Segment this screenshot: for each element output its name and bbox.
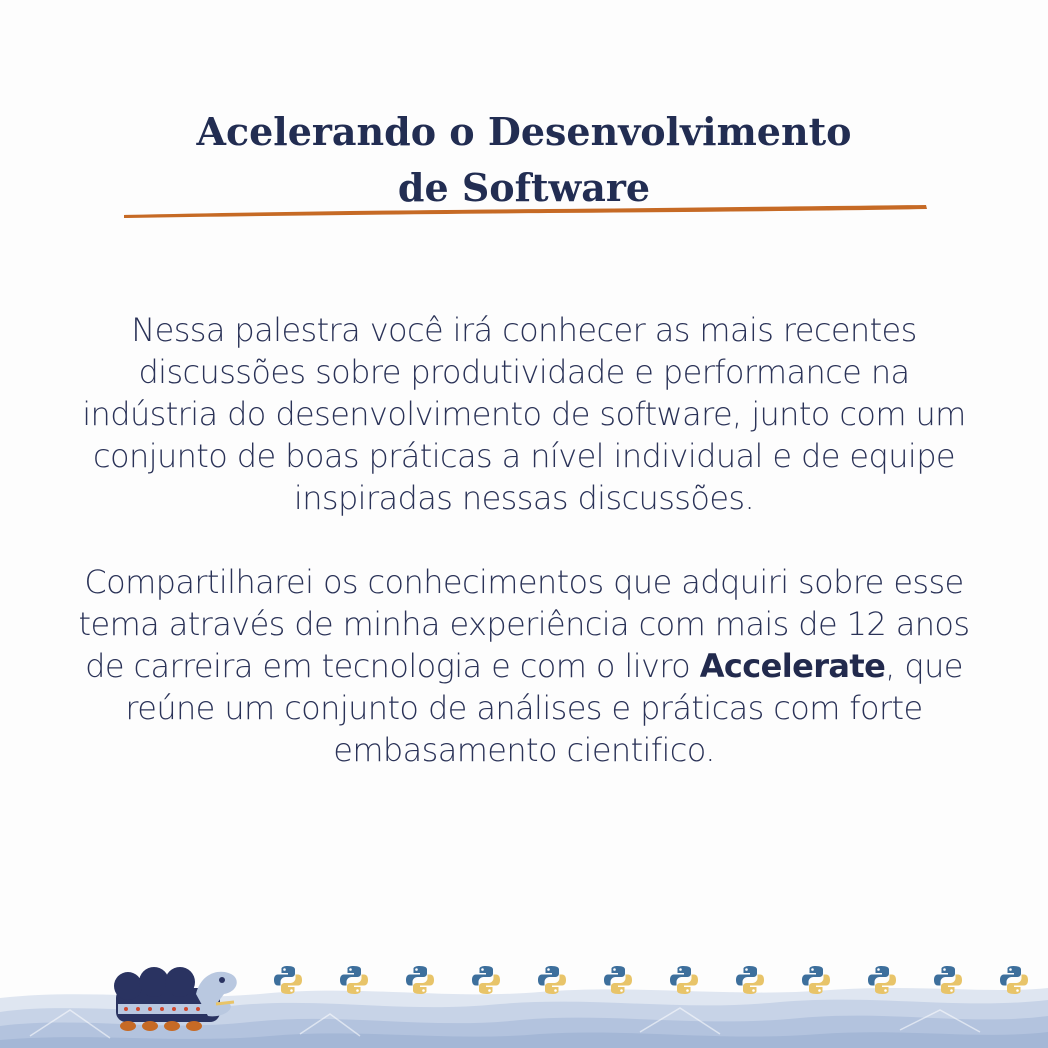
description <box>70 309 978 771</box>
python-logo-icon <box>602 964 634 996</box>
title-line-2: de Software <box>397 165 651 210</box>
paragraph-experience <box>70 561 978 771</box>
python-logo-icon <box>668 964 700 996</box>
python-logo-icon <box>866 964 898 996</box>
footer-decoration <box>0 940 1048 1048</box>
python-logo-icon <box>800 964 832 996</box>
title-underline-brush <box>118 198 933 224</box>
book-title: Accelerate <box>699 647 886 685</box>
python-logo-icon <box>272 964 304 996</box>
snake-train-mascot-icon <box>112 958 240 1038</box>
python-logo-icon <box>470 964 502 996</box>
python-logo-icon <box>734 964 766 996</box>
python-logo-icon <box>404 964 436 996</box>
python-logo-icon <box>338 964 370 996</box>
title-line-1: Acelerando o Desenvolvimento <box>196 109 852 154</box>
python-logo-icon <box>932 964 964 996</box>
paragraph-experience-start: Compartilharei os conhecimentos que adquiri sobre esse tema através de minha experiência com mais de 12 anos de carreira em tecnologia e com o livro <box>78 563 970 685</box>
paragraph-intro: Nessa palestra você irá conhecer as mais recentes discussões sobre produtividade e performance na indústria do desenvolvimento de software, junto com um conjunto de boas práticas a nível individual e de equipe inspiradas nessas discussões. <box>82 311 966 517</box>
python-logo-icon <box>536 964 568 996</box>
paragraph-experience-end: , que reúne um conjunto de análises e práticas com forte embasamento cientifico. <box>125 647 963 769</box>
python-logo-icon <box>998 964 1030 996</box>
